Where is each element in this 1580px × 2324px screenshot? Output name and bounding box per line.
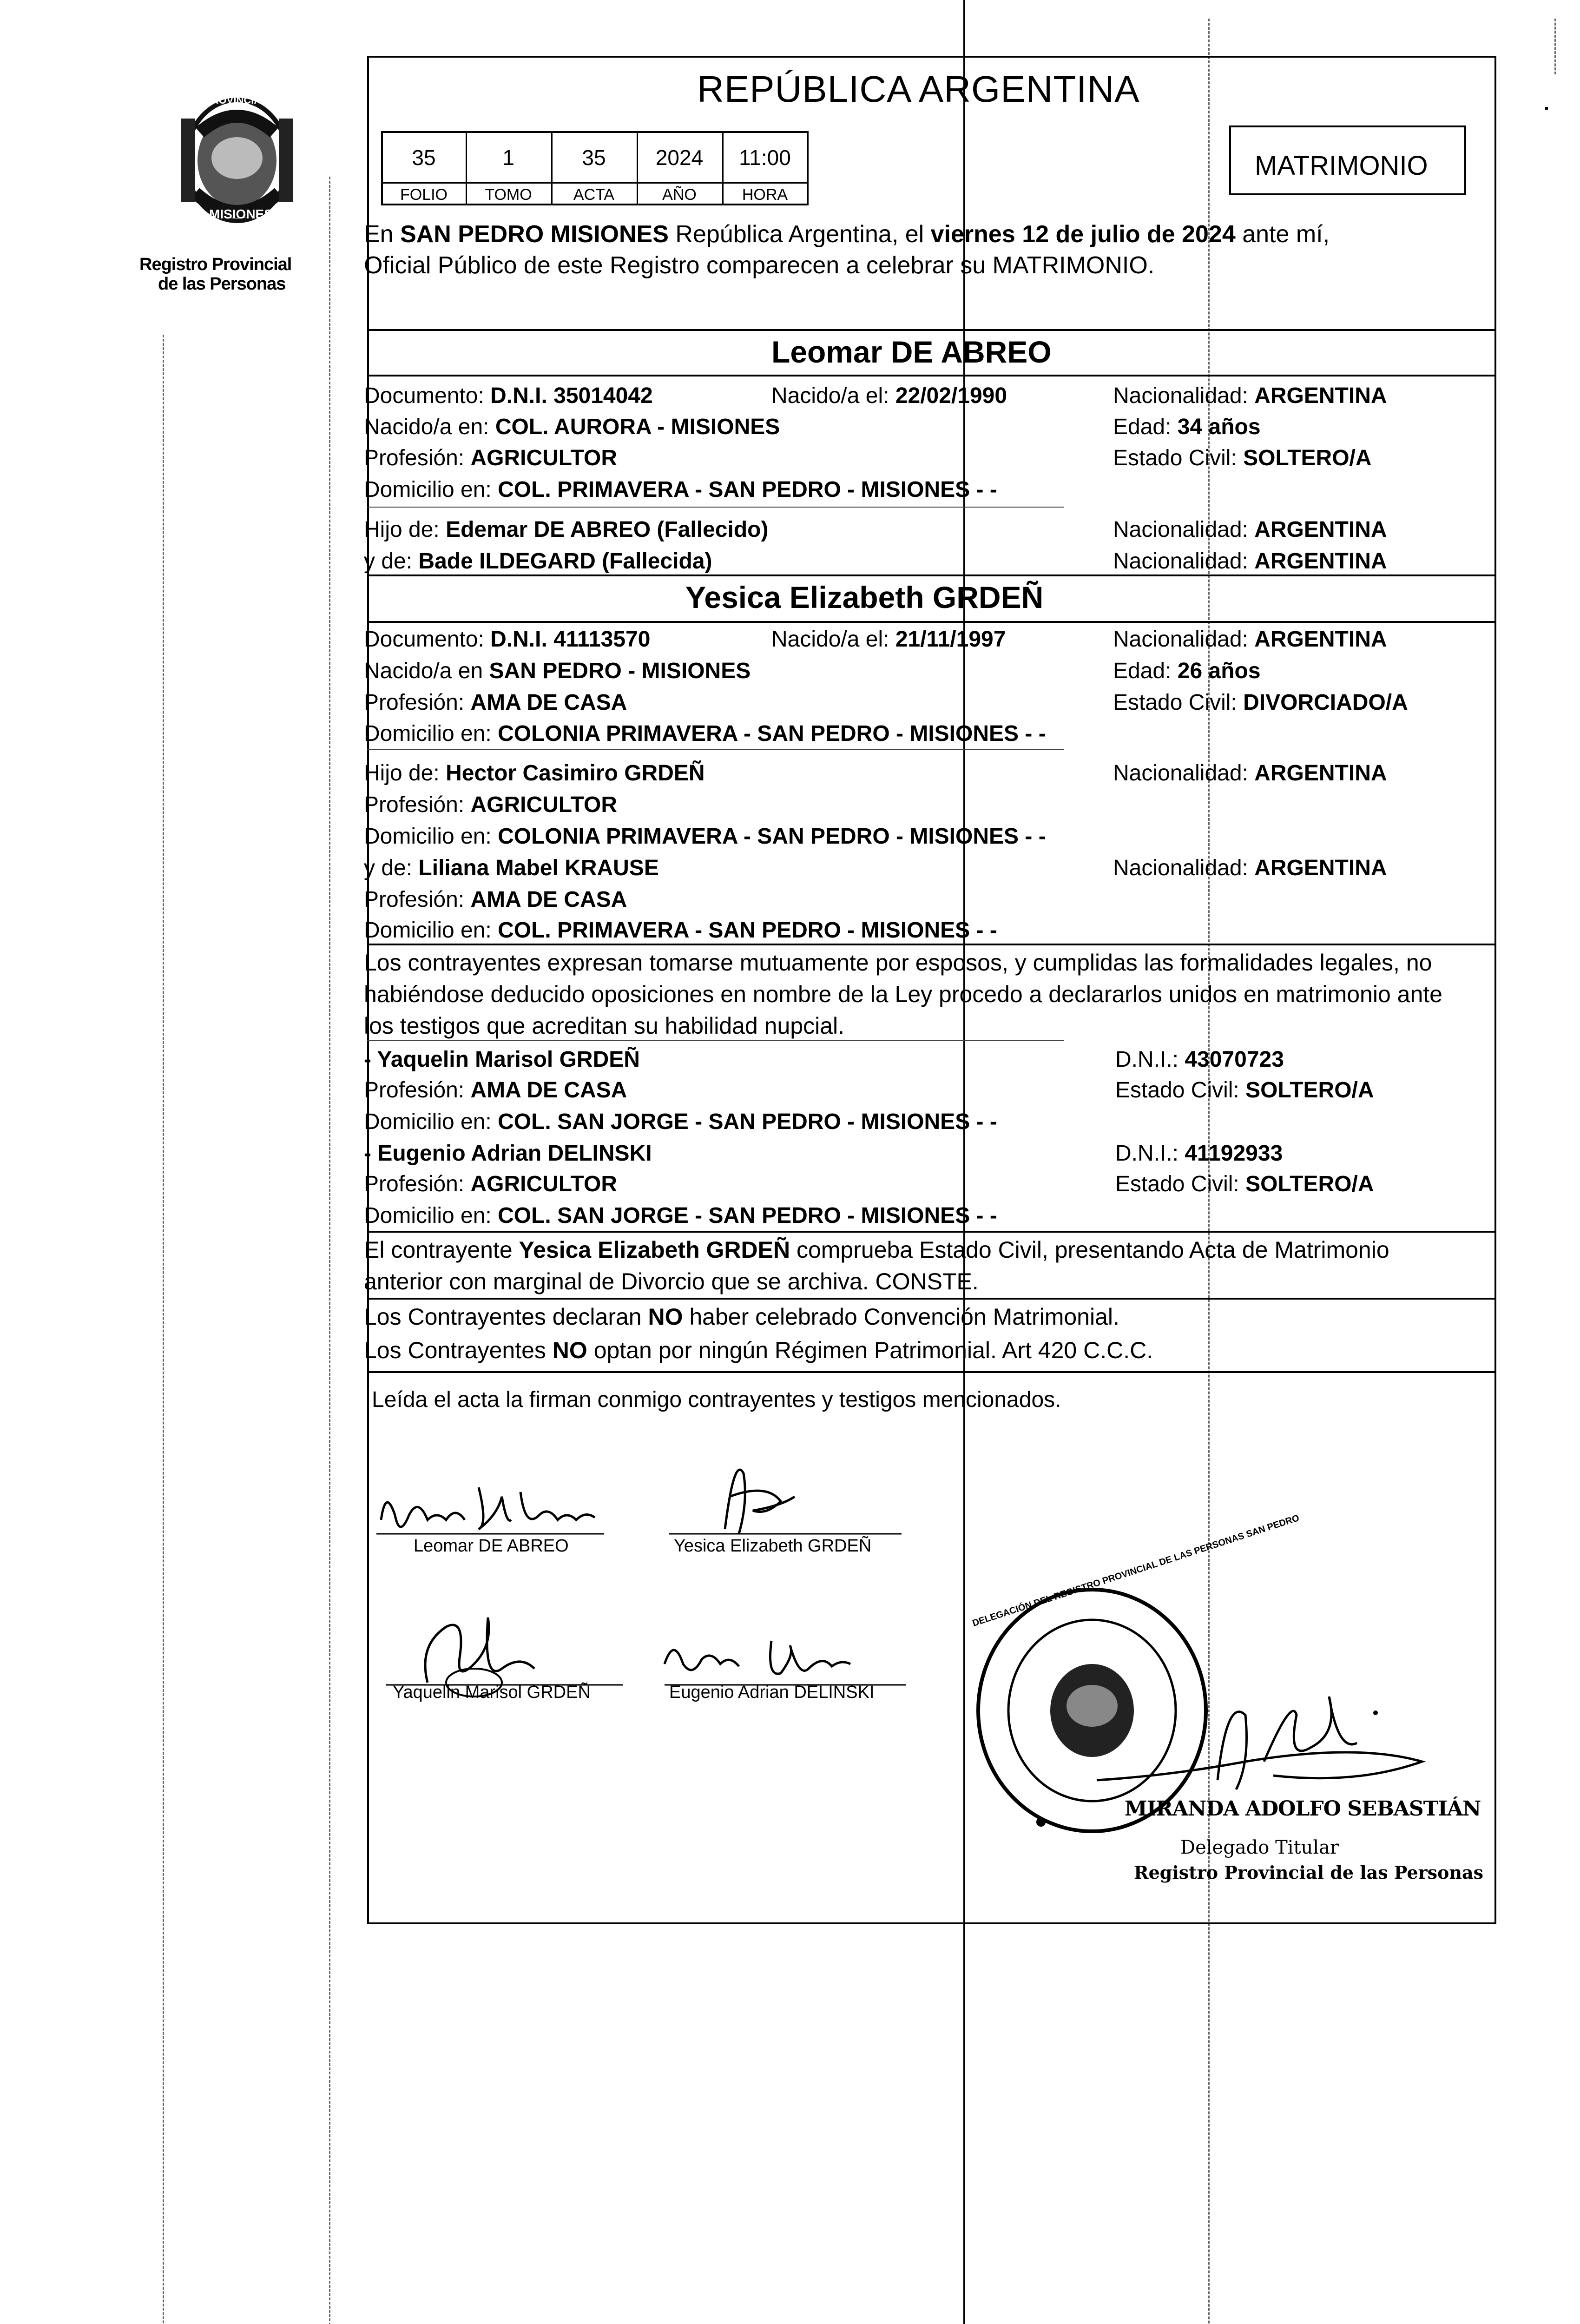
bride-age: Edad: 26 años xyxy=(1113,659,1261,683)
declaration-line-2: habiéndose deducido oposiciones en nombre de la Ley procedo a declararlos unidos en matrimonio ante xyxy=(364,981,1442,1007)
witness-1-name: - Yaquelin Marisol GRDEÑ xyxy=(364,1047,640,1072)
record-tomo-label: TOMO xyxy=(485,186,532,204)
bride-signature-label: Yesica Elizabeth GRDEÑ xyxy=(674,1536,872,1556)
record-anio-value: 2024 xyxy=(655,145,704,170)
witness-1-dni: D.N.I.: 43070723 xyxy=(1115,1047,1284,1072)
subsection-divider xyxy=(367,507,1064,508)
section-divider xyxy=(367,621,1496,623)
section-divider xyxy=(367,574,1496,576)
section-divider xyxy=(367,1231,1496,1233)
intro-place: SAN PEDRO MISIONES xyxy=(400,221,669,248)
groom-mother-nationality: Nacionalidad: ARGENTINA xyxy=(1113,549,1387,574)
bride-father: Hijo de: Hector Casimiro GRDEÑ xyxy=(364,761,705,786)
bride-mother-profession: Profesión: AMA DE CASA xyxy=(364,887,627,912)
section-divider xyxy=(367,944,1496,945)
intro-text: En xyxy=(364,221,401,248)
groom-nationality: Nacionalidad: ARGENTINA xyxy=(1113,383,1387,408)
witness-2-dni: D.N.I.: 41192933 xyxy=(1115,1141,1283,1166)
bride-mother-address: Domicilio en: COL. PRIMAVERA - SAN PEDRO - MISIONES - - xyxy=(364,918,997,943)
record-table-divider xyxy=(381,182,809,184)
groom-father: Hijo de: Edemar DE ABREO (Fallecido) xyxy=(364,517,769,542)
emblem-text-top: PROVINCIA DE xyxy=(204,94,278,106)
bride-mother-nationality: Nacionalidad: ARGENTINA xyxy=(1113,856,1387,880)
record-tomo-value: 1 xyxy=(502,145,514,170)
groom-signature-label: Leomar DE ABREO xyxy=(414,1536,569,1556)
witness-2-signature-label: Eugenio Adrian DELINSKI xyxy=(669,1683,875,1702)
bride-father-profession: Profesión: AGRICULTOR xyxy=(364,792,617,817)
registry-name-line1: Registro Provincial xyxy=(139,255,292,274)
emblem-text-bottom: MISIONES xyxy=(209,207,273,221)
note-line-1: El contrayente Yesica Elizabeth GRDEÑ comprueba Estado Civil, presentando Acta de Matrimonio xyxy=(364,1237,1389,1263)
province-emblem xyxy=(172,81,302,244)
witness-2-name: - Eugenio Adrian DELINSKI xyxy=(364,1141,652,1166)
official-name: MIRANDA ADOLFO SEBASTIÁN xyxy=(1125,1797,1481,1821)
official-org: Registro Provincial de las Personas xyxy=(1134,1862,1484,1883)
groom-birthdate: Nacido/a el: 22/02/1990 xyxy=(771,383,1007,408)
groom-profession: Profesión: AGRICULTOR xyxy=(364,446,617,470)
groom-father-nationality: Nacionalidad: ARGENTINA xyxy=(1113,517,1387,542)
intro-line-1 xyxy=(364,222,1330,246)
note-line-2: anterior con marginal de Divorcio que se archiva. CONSTE. xyxy=(364,1268,979,1294)
scan-artifact-line xyxy=(1554,19,1557,74)
subsection-divider xyxy=(367,1040,1064,1041)
witness-1-civil-status: Estado Civil: SOLTERO/A xyxy=(1115,1078,1374,1103)
scan-artifact-line xyxy=(329,177,332,2324)
subsection-divider xyxy=(367,749,1064,750)
witness-1-signature-label: Yaquelin Marisol GRDEÑ xyxy=(393,1683,591,1702)
bride-signature xyxy=(660,1446,911,1548)
witness-1-profession: Profesión: AMA DE CASA xyxy=(364,1078,627,1103)
declaration-line-1: Los contrayentes expresan tomarse mutuamente por esposos, y cumplidas las formalidades legales, no xyxy=(364,950,1432,976)
section-divider xyxy=(367,1371,1496,1373)
witness-2-civil-status: Estado Civil: SOLTERO/A xyxy=(1115,1172,1374,1196)
scan-artifact-line xyxy=(163,335,165,2324)
convention-line-1: Los Contrayentes declaran NO haber celebrado Convención Matrimonial. xyxy=(364,1304,1119,1330)
closing-statement: Leída el acta la firman conmigo contrayentes y testigos mencionados. xyxy=(372,1387,1061,1412)
section-divider xyxy=(367,375,1496,376)
convention-line-2: Los Contrayentes NO optan por ningún Régimen Patrimonial. Art 420 C.C.C. xyxy=(364,1337,1153,1363)
bride-profession: Profesión: AMA DE CASA xyxy=(364,690,627,715)
groom-civil-status: Estado Civil: SOLTERO/A xyxy=(1113,446,1372,470)
registry-name-line2: de las Personas xyxy=(158,274,286,294)
bride-nationality: Nacionalidad: ARGENTINA xyxy=(1113,627,1387,652)
record-hora-label: HORA xyxy=(742,186,788,204)
declaration-line-3: los testigos que acreditan su habilidad nupcial. xyxy=(364,1013,845,1039)
record-folio-label: FOLIO xyxy=(400,186,448,204)
official-title: Delegado Titular xyxy=(1180,1837,1339,1858)
intro-line-2: Oficial Público de este Registro comparecen a celebrar su MATRIMONIO. xyxy=(364,252,1155,279)
bride-doc: Documento: D.N.I. 41113570 xyxy=(364,627,651,652)
act-type-label: MATRIMONIO xyxy=(1255,151,1428,181)
document-title: REPÚBLICA ARGENTINA xyxy=(697,68,1140,110)
intro-date: viernes 12 de julio de 2024 xyxy=(930,221,1236,248)
bride-father-nationality: Nacionalidad: ARGENTINA xyxy=(1113,761,1387,786)
bride-civil-status: Estado Civil: DIVORCIADO/A xyxy=(1113,690,1408,715)
bride-father-address: Domicilio en: COLONIA PRIMAVERA - SAN PEDRO - MISIONES - - xyxy=(364,824,1046,849)
record-folio-value: 35 xyxy=(412,145,436,170)
seal-ring-text: DELEGACIÓN DEL REGISTRO PROVINCIAL DE LAS PERSONAS SAN PEDRO xyxy=(971,1512,1301,1629)
witness-2-profession: Profesión: AGRICULTOR xyxy=(364,1172,617,1196)
bride-mother: y de: Liliana Mabel KRAUSE xyxy=(364,856,659,880)
bride-birthdate: Nacido/a el: 21/11/1997 xyxy=(771,627,1006,652)
witness-1-address: Domicilio en: COL. SAN JORGE - SAN PEDRO - MISIONES - - xyxy=(364,1109,997,1134)
groom-doc: Documento: D.N.I. 35014042 xyxy=(364,383,653,408)
bride-name: Yesica Elizabeth GRDEÑ xyxy=(685,580,1044,614)
intro-text: ante mí, xyxy=(1235,221,1330,248)
record-acta-value: 35 xyxy=(582,145,606,170)
groom-address: Domicilio en: COL. PRIMAVERA - SAN PEDRO - MISIONES - - xyxy=(364,477,997,502)
bride-address: Domicilio en: COLONIA PRIMAVERA - SAN PEDRO - MISIONES - - xyxy=(364,721,1046,746)
scan-dot xyxy=(1373,1710,1378,1715)
groom-name: Leomar DE ABREO xyxy=(771,335,1052,369)
bride-birthplace: Nacido/a en SAN PEDRO - MISIONES xyxy=(364,659,751,683)
section-divider xyxy=(367,1298,1496,1300)
groom-age: Edad: 34 años xyxy=(1113,415,1261,439)
record-anio-label: AÑO xyxy=(662,186,697,204)
record-acta-label: ACTA xyxy=(573,186,615,204)
witness-2-address: Domicilio en: COL. SAN JORGE - SAN PEDRO - MISIONES - - xyxy=(364,1203,997,1228)
intro-text: República Argentina, el xyxy=(668,221,931,248)
record-hora-value: 11:00 xyxy=(739,145,791,170)
scan-dot xyxy=(1545,107,1548,110)
section-divider xyxy=(367,329,1496,331)
groom-birthplace: Nacido/a en: COL. AURORA - MISIONES xyxy=(364,415,780,439)
groom-mother: y de: Bade ILDEGARD (Fallecida) xyxy=(364,549,712,574)
